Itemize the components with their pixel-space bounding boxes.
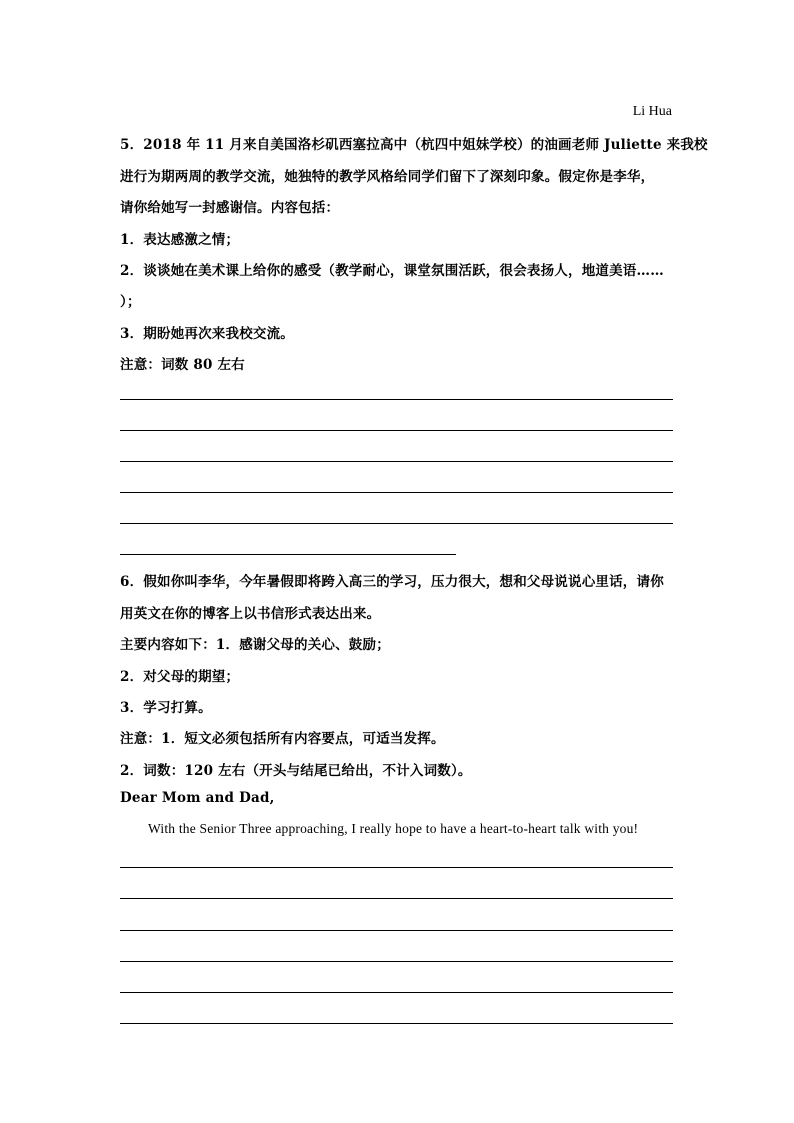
q6-answer-line[interactable] bbox=[120, 930, 673, 931]
q6-prompt-line-1: 6．假如你叫李华，今年暑假即将跨入高三的学习，压力很大，想和父母说说心里话，请你 bbox=[120, 574, 664, 590]
q6-answer-line[interactable] bbox=[120, 898, 673, 899]
q6-content-2: 2．对父母的期望； bbox=[120, 669, 240, 685]
q6-prompt-line-2: 用英文在你的博客上以书信形式表达出来。 bbox=[120, 606, 381, 622]
q6-note-2: 2．词数：120 左右（开头与结尾已给出，不计入词数）。 bbox=[120, 763, 472, 779]
q6-opening-sentence: With the Senior Three approaching, I really hope to have a heart-to-heart talk with you! bbox=[148, 821, 639, 836]
q5-answer-line[interactable] bbox=[120, 399, 673, 400]
q5-word-count-note: 注意：词数 80 左右 bbox=[120, 357, 245, 373]
q6-greeting: Dear Mom and Dad, bbox=[120, 790, 275, 806]
q5-answer-line-short[interactable] bbox=[120, 554, 456, 555]
q6-answer-line[interactable] bbox=[120, 992, 673, 993]
q6-answer-line[interactable] bbox=[120, 961, 673, 962]
q6-answer-line[interactable] bbox=[120, 1023, 673, 1024]
q5-answer-line[interactable] bbox=[120, 430, 673, 431]
q5-point-2-line-2: ）； bbox=[120, 294, 141, 310]
q5-point-2-line-1: 2．谈谈她在美术课上给你的感受（教学耐心，课堂氛围活跃，很会表扬人，地道美语…… bbox=[120, 263, 664, 279]
q6-note-1: 注意：1．短文必须包括所有内容要点，可适当发挥。 bbox=[120, 731, 445, 747]
q5-prompt-line-1: 5．2018 年 11 月来自美国洛杉矶西塞拉高中（杭四中姐妹学校）的油画老师 Juliette 来我校 bbox=[120, 137, 708, 153]
q5-point-1: 1．表达感激之情； bbox=[120, 232, 240, 248]
q5-answer-line[interactable] bbox=[120, 461, 673, 462]
q5-answer-line[interactable] bbox=[120, 523, 673, 524]
q5-point-3: 3．期盼她再次来我校交流。 bbox=[120, 326, 294, 342]
q6-content-3: 3．学习打算。 bbox=[120, 700, 212, 716]
q6-answer-line[interactable] bbox=[120, 867, 673, 868]
signature: Li Hua bbox=[632, 104, 672, 119]
q5-prompt-line-3: 请你给她写一封感谢信。内容包括： bbox=[120, 200, 340, 216]
q6-content-1: 主要内容如下：1．感谢父母的关心、鼓励； bbox=[120, 637, 390, 653]
q5-answer-line[interactable] bbox=[120, 492, 673, 493]
q5-prompt-line-2: 进行为期两周的教学交流，她独特的教学风格给同学们留下了深刻印象。假定你是李华， bbox=[120, 169, 655, 185]
